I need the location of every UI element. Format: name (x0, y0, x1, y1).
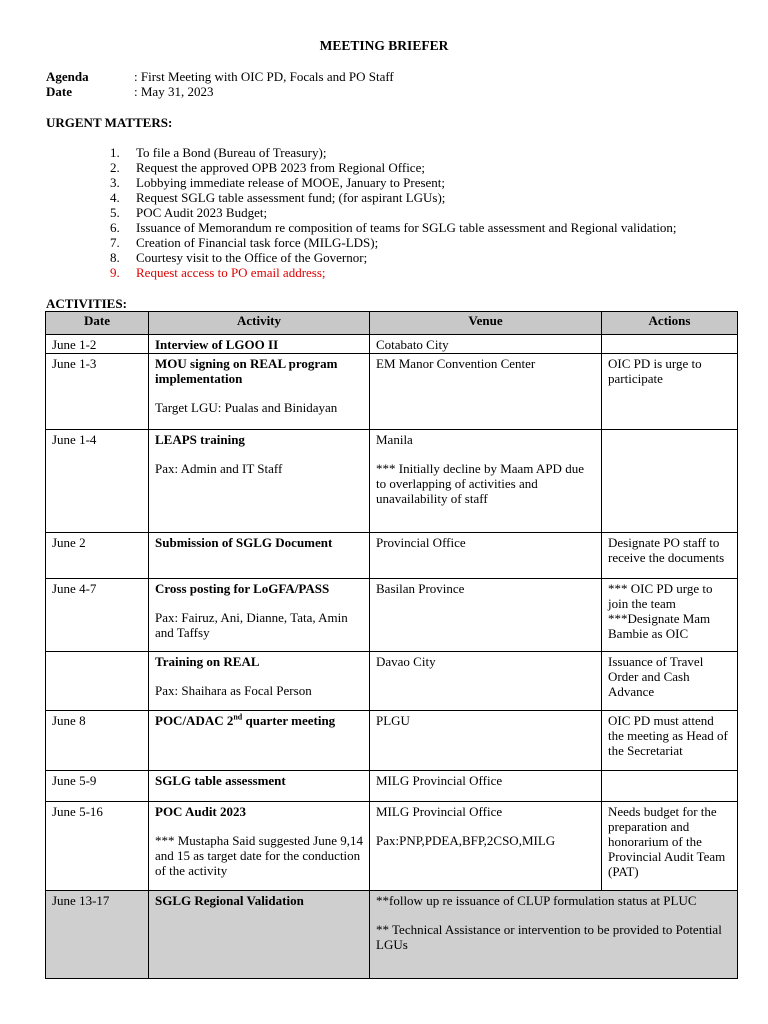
item-text: Request access to PO email address; (136, 265, 326, 280)
meeting-meta (46, 69, 394, 99)
cell-date: June 1-2 (46, 335, 149, 354)
item-text: Issuance of Memorandum re composition of teams for SGLG table assessment and Regional validation; (136, 220, 677, 235)
cell-date: June 5-16 (46, 802, 149, 891)
activity-title: MOU signing on REAL program implementation (155, 356, 338, 386)
cell-date (46, 652, 149, 711)
item-text: Lobbying immediate release of MOOE, January to Present; (136, 175, 446, 190)
cell-venue: Basilan Province (370, 579, 602, 652)
table-row (46, 891, 738, 979)
cell-actions: Needs budget for the preparation and honorarium of the Provincial Audit Team (PAT) (602, 802, 738, 891)
cell-activity (149, 430, 370, 533)
followup-note: **follow up re issuance of CLUP formulation status at PLUC (376, 893, 697, 908)
table-row (46, 771, 738, 802)
cell-actions: Issuance of Travel Order and Cash Advance (602, 652, 738, 711)
date-label: Date (46, 84, 72, 99)
item-text: To file a Bond (Bureau of Treasury); (136, 145, 327, 160)
cell-activity (149, 354, 370, 430)
date-value: : May 31, 2023 (134, 84, 214, 99)
cell-venue: Provincial Office (370, 533, 602, 579)
list-item (110, 235, 710, 250)
cell-activity (149, 711, 370, 771)
cell-actions: *** OIC PD urge to join the team ***Designate Mam Bambie as OIC (602, 579, 738, 652)
cell-actions: Designate PO staff to receive the documents (602, 533, 738, 579)
item-number: 5. (110, 205, 120, 220)
agenda-label: Agenda (46, 69, 89, 84)
item-text: POC Audit 2023 Budget; (136, 205, 268, 220)
cell-venue: Davao City (370, 652, 602, 711)
header-venue: Venue (370, 312, 602, 335)
list-item (110, 220, 710, 235)
list-item (110, 205, 710, 220)
date-row (46, 84, 394, 99)
cell-activity: Interview of LGOO II (149, 335, 370, 354)
cell-date: June 1-3 (46, 354, 149, 430)
cell-date: June 8 (46, 711, 149, 771)
activity-title: Training on REAL (155, 654, 260, 669)
page-title: MEETING BRIEFER (319, 38, 449, 53)
activity-title-part: POC/ADAC 2 (155, 713, 234, 728)
item-number: 8. (110, 250, 120, 265)
table-row (46, 802, 738, 891)
activity-title-part: quarter meeting (242, 713, 336, 728)
cell-actions (602, 430, 738, 533)
activity-note: Pax: Shaihara as Focal Person (155, 683, 312, 698)
agenda-row (46, 69, 394, 84)
table-row (46, 652, 738, 711)
item-number: 9. (110, 265, 120, 280)
table-row (46, 335, 738, 354)
cell-venue (370, 430, 602, 533)
table-row (46, 579, 738, 652)
cell-date: June 4-7 (46, 579, 149, 652)
header-activity: Activity (149, 312, 370, 335)
cell-actions (602, 335, 738, 354)
cell-date: June 5-9 (46, 771, 149, 802)
venue-name: Manila (376, 432, 413, 447)
cell-venue-actions (370, 891, 738, 979)
table-row (46, 354, 738, 430)
cell-actions (602, 771, 738, 802)
list-item (110, 250, 710, 265)
cell-venue (370, 802, 602, 891)
activity-note: Pax: Fairuz, Ani, Dianne, Tata, Amin and Taffsy (155, 610, 348, 640)
cell-actions: OIC PD must attend the meeting as Head of the Secretariat (602, 711, 738, 771)
item-number: 3. (110, 175, 120, 190)
cell-activity: SGLG Regional Validation (149, 891, 370, 979)
cell-date: June 2 (46, 533, 149, 579)
venue-note: Pax:PNP,PDEA,BFP,2CSO,MILG (376, 833, 556, 848)
cell-activity (149, 579, 370, 652)
cell-venue: MILG Provincial Office (370, 771, 602, 802)
activity-note: Pax: Admin and IT Staff (155, 461, 283, 476)
agenda-value: : First Meeting with OIC PD, Focals and PO Staff (134, 69, 394, 84)
activity-title: Cross posting for LoGFA/PASS (155, 581, 330, 596)
item-number: 2. (110, 160, 120, 175)
item-number: 1. (110, 145, 120, 160)
table-row (46, 711, 738, 771)
cell-venue: EM Manor Convention Center (370, 354, 602, 430)
cell-activity (149, 652, 370, 711)
activity-note: Target LGU: Pualas and Binidayan (155, 400, 338, 415)
list-item-highlighted (110, 265, 710, 280)
technical-assistance-note: ** Technical Assistance or intervention to be provided to Potential LGUs (376, 922, 722, 952)
activity-note: *** Mustapha Said suggested June 9,14 and 15 as target date for the conduction of the activity (155, 833, 363, 878)
table-row (46, 533, 738, 579)
cell-activity: SGLG table assessment (149, 771, 370, 802)
table-row (46, 430, 738, 533)
activity-title: POC Audit 2023 (155, 804, 247, 819)
cell-venue: PLGU (370, 711, 602, 771)
item-number: 6. (110, 220, 120, 235)
item-text: Courtesy visit to the Office of the Governor; (136, 250, 368, 265)
activity-title: LEAPS training (155, 432, 245, 447)
list-item (110, 175, 710, 190)
cell-venue: Cotabato City (370, 335, 602, 354)
list-item (110, 145, 710, 160)
item-text: Request the approved OPB 2023 from Regional Office; (136, 160, 425, 175)
cell-date: June 13-17 (46, 891, 149, 979)
item-text: Creation of Financial task force (MILG-LDS); (136, 235, 379, 250)
cell-actions: OIC PD is urge to participate (602, 354, 738, 430)
list-item (110, 160, 710, 175)
item-text: Request SGLG table assessment fund; (for aspirant LGUs); (136, 190, 446, 205)
venue-name: MILG Provincial Office (376, 804, 503, 819)
header-actions: Actions (602, 312, 738, 335)
activities-table (45, 311, 738, 979)
list-item (110, 190, 710, 205)
cell-activity (149, 802, 370, 891)
header-date: Date (46, 312, 149, 335)
urgent-matters-heading: URGENT MATTERS: (46, 115, 173, 130)
urgent-matters-list (110, 145, 710, 280)
item-number: 7. (110, 235, 120, 250)
table-header-row (46, 312, 738, 335)
cell-date: June 1-4 (46, 430, 149, 533)
item-number: 4. (110, 190, 120, 205)
venue-note: *** Initially decline by Maam APD due to overlapping of activities and unavailability of staff (376, 461, 584, 506)
activities-heading: ACTIVITIES: (46, 296, 127, 311)
ordinal-suffix: nd (233, 712, 243, 722)
cell-activity: Submission of SGLG Document (149, 533, 370, 579)
